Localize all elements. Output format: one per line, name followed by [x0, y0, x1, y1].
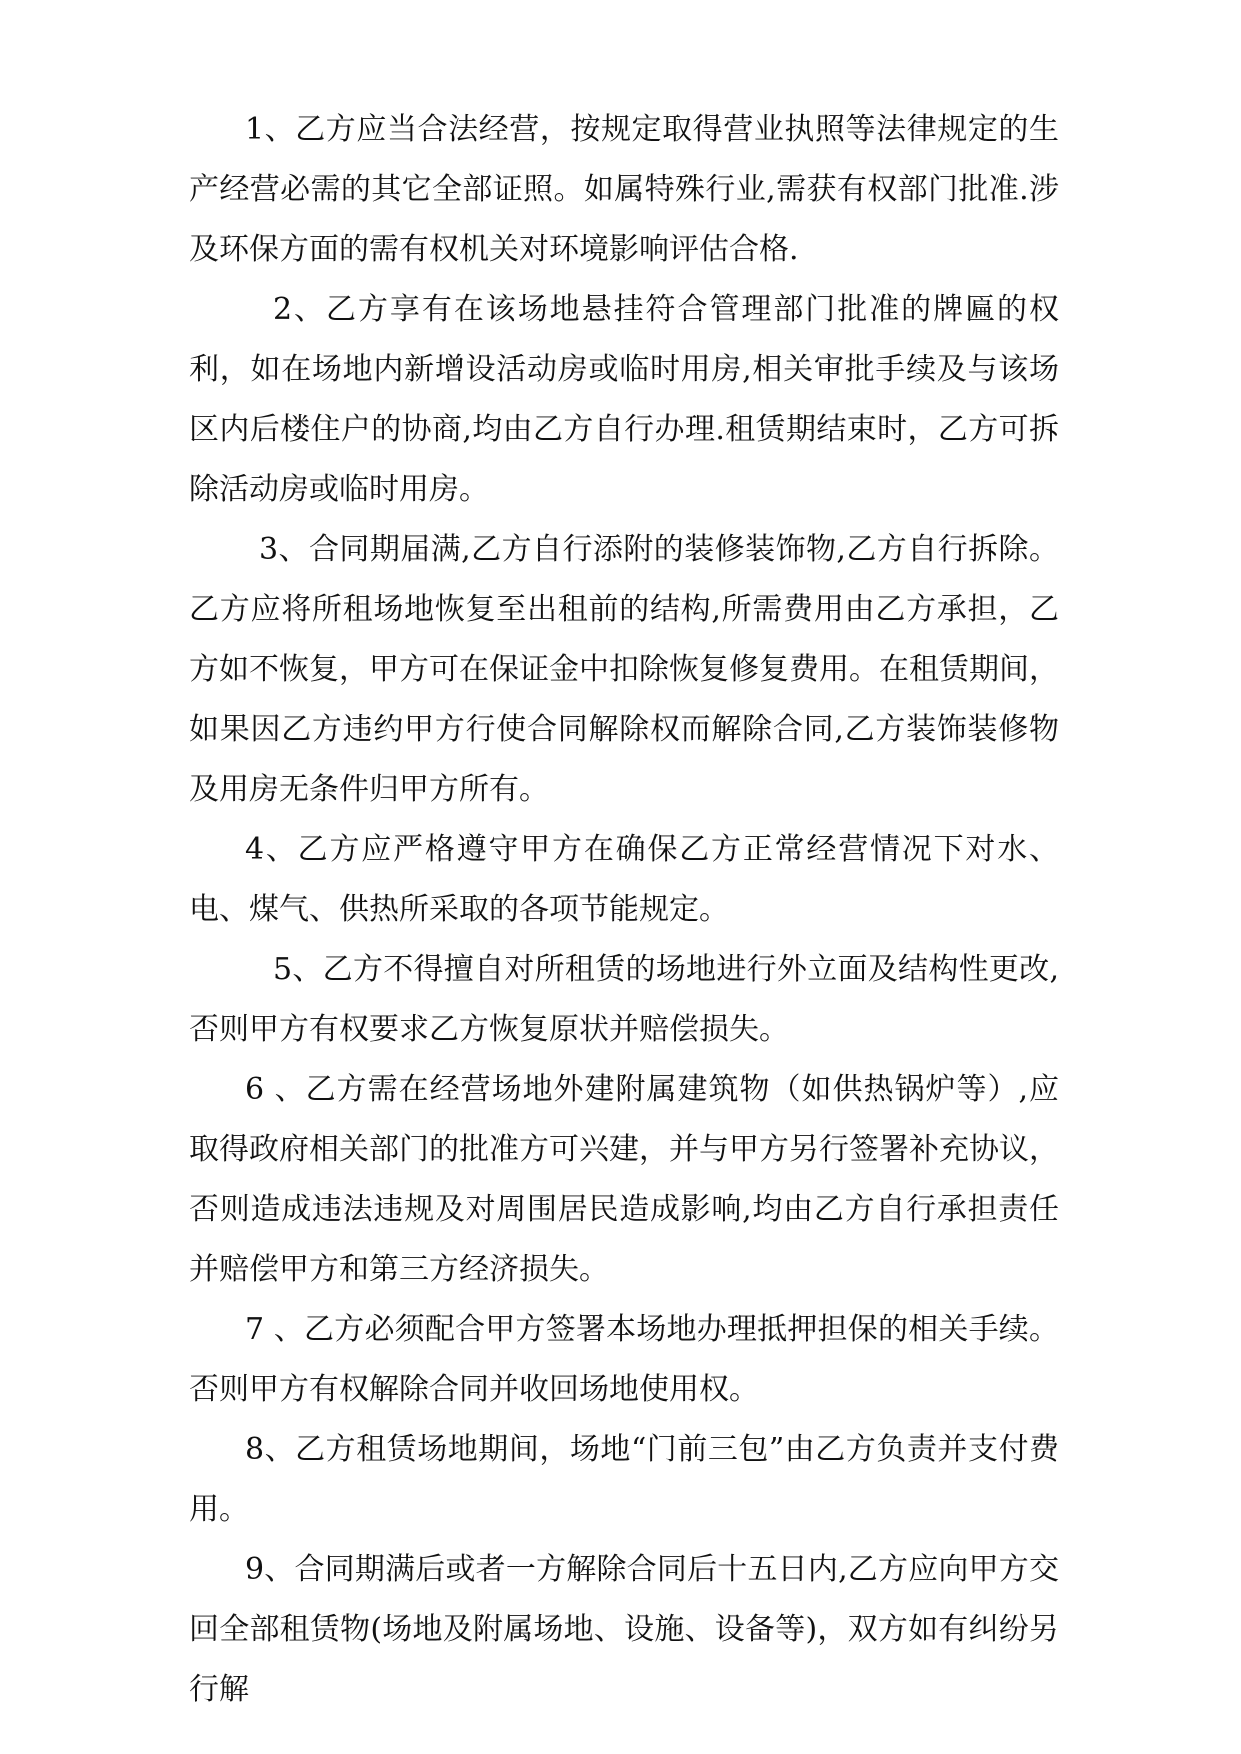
clause-1: 1、乙方应当合法经营，按规定取得营业执照等法律规定的生产经营必需的其它全部证照。如属特殊行业,需获有权部门批准.涉及环保方面的需有权机关对环境影响评估合格.	[189, 112, 1059, 267]
clause-7: 7 、乙方必须配合甲方签署本场地办理抵押担保的相关手续。否则甲方有权解除合同并收回场地使用权。	[189, 1312, 1059, 1407]
clause-2: 2、乙方享有在该场地悬挂符合管理部门批准的牌匾的权利，如在场地内新增设活动房或临时用房,相关审批手续及与该场区内后楼住户的协商,均由乙方自行办理.租赁期结束时，乙方可拆除活动房或临时用房。	[189, 292, 1059, 507]
clause-5: 5、乙方不得擅自对所租赁的场地进行外立面及结构性更改,否则甲方有权要求乙方恢复原状并赔偿损失。	[189, 952, 1059, 1047]
clause-3: 3、合同期届满,乙方自行添附的装修装饰物,乙方自行拆除。乙方应将所租场地恢复至出租前的结构,所需费用由乙方承担，乙方如不恢复，甲方可在保证金中扣除恢复修复费用。在租赁期间，如果因乙方违约甲方行使合同解除权而解除合同,乙方装饰装修物及用房无条件归甲方所有。	[189, 532, 1059, 807]
clause-9: 9、合同期满后或者一方解除合同后十五日内,乙方应向甲方交回全部租赁物(场地及附属场地、设施、设备等)，双方如有纠纷另行解	[189, 1552, 1059, 1707]
clause-4: 4、乙方应严格遵守甲方在确保乙方正常经营情况下对水、电、煤气、供热所采取的各项节能规定。	[189, 832, 1059, 927]
clause-6: 6 、乙方需在经营场地外建附属建筑物（如供热锅炉等）,应取得政府相关部门的批准方可兴建，并与甲方另行签署补充协议，否则造成违法违规及对周围居民造成影响,均由乙方自行承担责任并赔偿甲方和第三方经济损失。	[189, 1072, 1059, 1287]
clause-8: 8、乙方租赁场地期间，场地“门前三包”由乙方负责并支付费用。	[189, 1432, 1059, 1527]
contract-body	[189, 100, 1059, 1707]
